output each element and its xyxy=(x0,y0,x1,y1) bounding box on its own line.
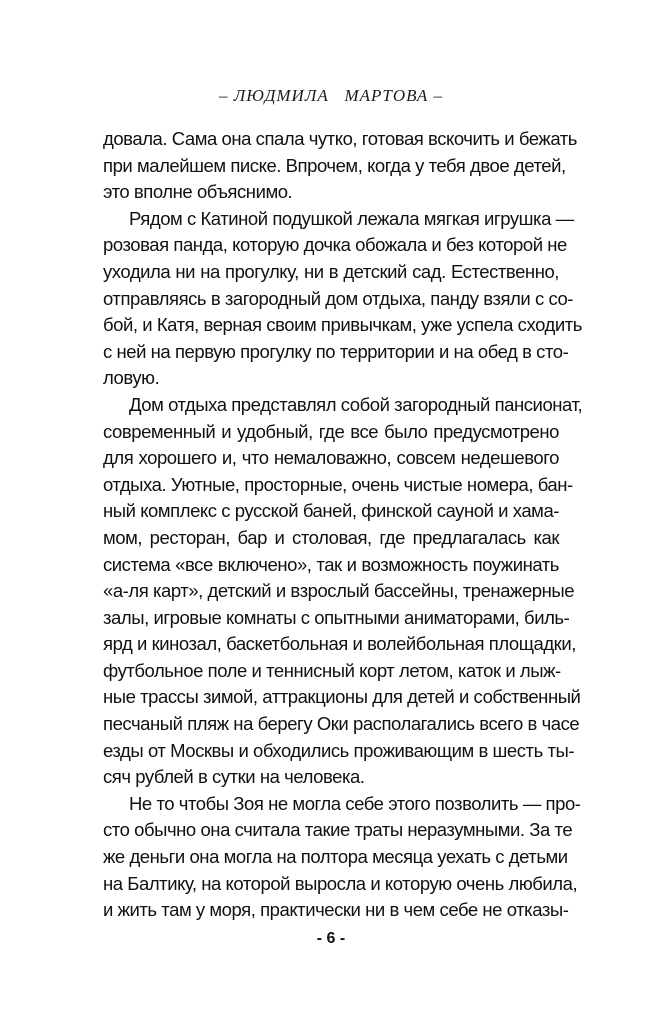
text-line: ные трассы зимой, аттракционы для детей и собственный xyxy=(103,686,581,708)
text-line: с ней на первую прогулку по территории и на обед в сто- xyxy=(103,340,569,362)
text-line: сто обычно она считала такие траты неразумными. За те xyxy=(103,819,573,841)
text-line: Дом отдыха представлял собой загородный пансионат, xyxy=(129,393,583,415)
text-line: отправляясь в загородный дом отдыха, панду взяли с со- xyxy=(103,287,574,309)
page-number: - 6 - xyxy=(316,930,346,947)
text-line: ловую. xyxy=(103,367,160,389)
text-line: езды от Москвы и обходились проживающим в шесть ты- xyxy=(103,739,575,761)
text-line: песчаный пляж на берегу Оки располагались всего в часе xyxy=(103,713,580,735)
text-line: ярд и кинозал, баскетбольная и волейбольная площадки, xyxy=(103,633,576,655)
text-line: на Балтику, на которой выросла и которую очень любила, xyxy=(103,872,578,894)
text-line: «а-ля карт», детский и взрослый бассейны, тренажерные xyxy=(103,580,575,602)
text-line: Не то чтобы Зоя не могла себе этого позволить — про- xyxy=(129,792,581,814)
text-line: футбольное поле и теннисный корт летом, каток и лыж- xyxy=(103,659,561,681)
text-line: же деньги она могла на полтора месяца уехать с детьми xyxy=(103,846,568,868)
text-line: довала. Сама она спала чутко, готовая вскочить и бежать xyxy=(103,128,577,149)
text-line: сяч рублей в сутки на человека. xyxy=(103,766,365,788)
text-line: уходила ни на прогулку, ни в детский сад. Естественно, xyxy=(103,260,559,282)
text-line: при малейшем писке. Впрочем, когда у тебя двое детей, xyxy=(103,154,566,176)
running-header: – ЛЮДМИЛА МАРТОВА – xyxy=(218,86,444,105)
text-line: для хорошего и, что немаловажно, совсем недешевого xyxy=(103,447,559,469)
text-line: и жить там у моря, практически ни в чем себе не отказы- xyxy=(103,899,569,921)
text-line: розовая панда, которую дочка обожала и без которой не xyxy=(103,234,567,256)
text-line: бой, и Катя, верная своим привычкам, уже успела сходить xyxy=(103,314,582,336)
text-line: это вполне объяснимо. xyxy=(103,181,293,203)
text-line: мом, ресторан, бар и столовая, где предлагалась как xyxy=(103,526,559,548)
text-line: Рядом с Катиной подушкой лежала мягкая игрушка — xyxy=(129,207,574,229)
text-line: залы, игровые комнаты с опытными аниматорами, биль- xyxy=(103,606,570,628)
text-line: ный комплекс с русской баней, финской сауной и хама- xyxy=(103,500,559,522)
body-text xyxy=(103,126,583,924)
text-line: отдыха. Уютные, просторные, очень чистые номера, бан- xyxy=(103,473,573,495)
text-line: система «все включено», так и возможность поужинать xyxy=(103,553,559,575)
text-line: современный и удобный, где все было предусмотрено xyxy=(103,420,559,442)
